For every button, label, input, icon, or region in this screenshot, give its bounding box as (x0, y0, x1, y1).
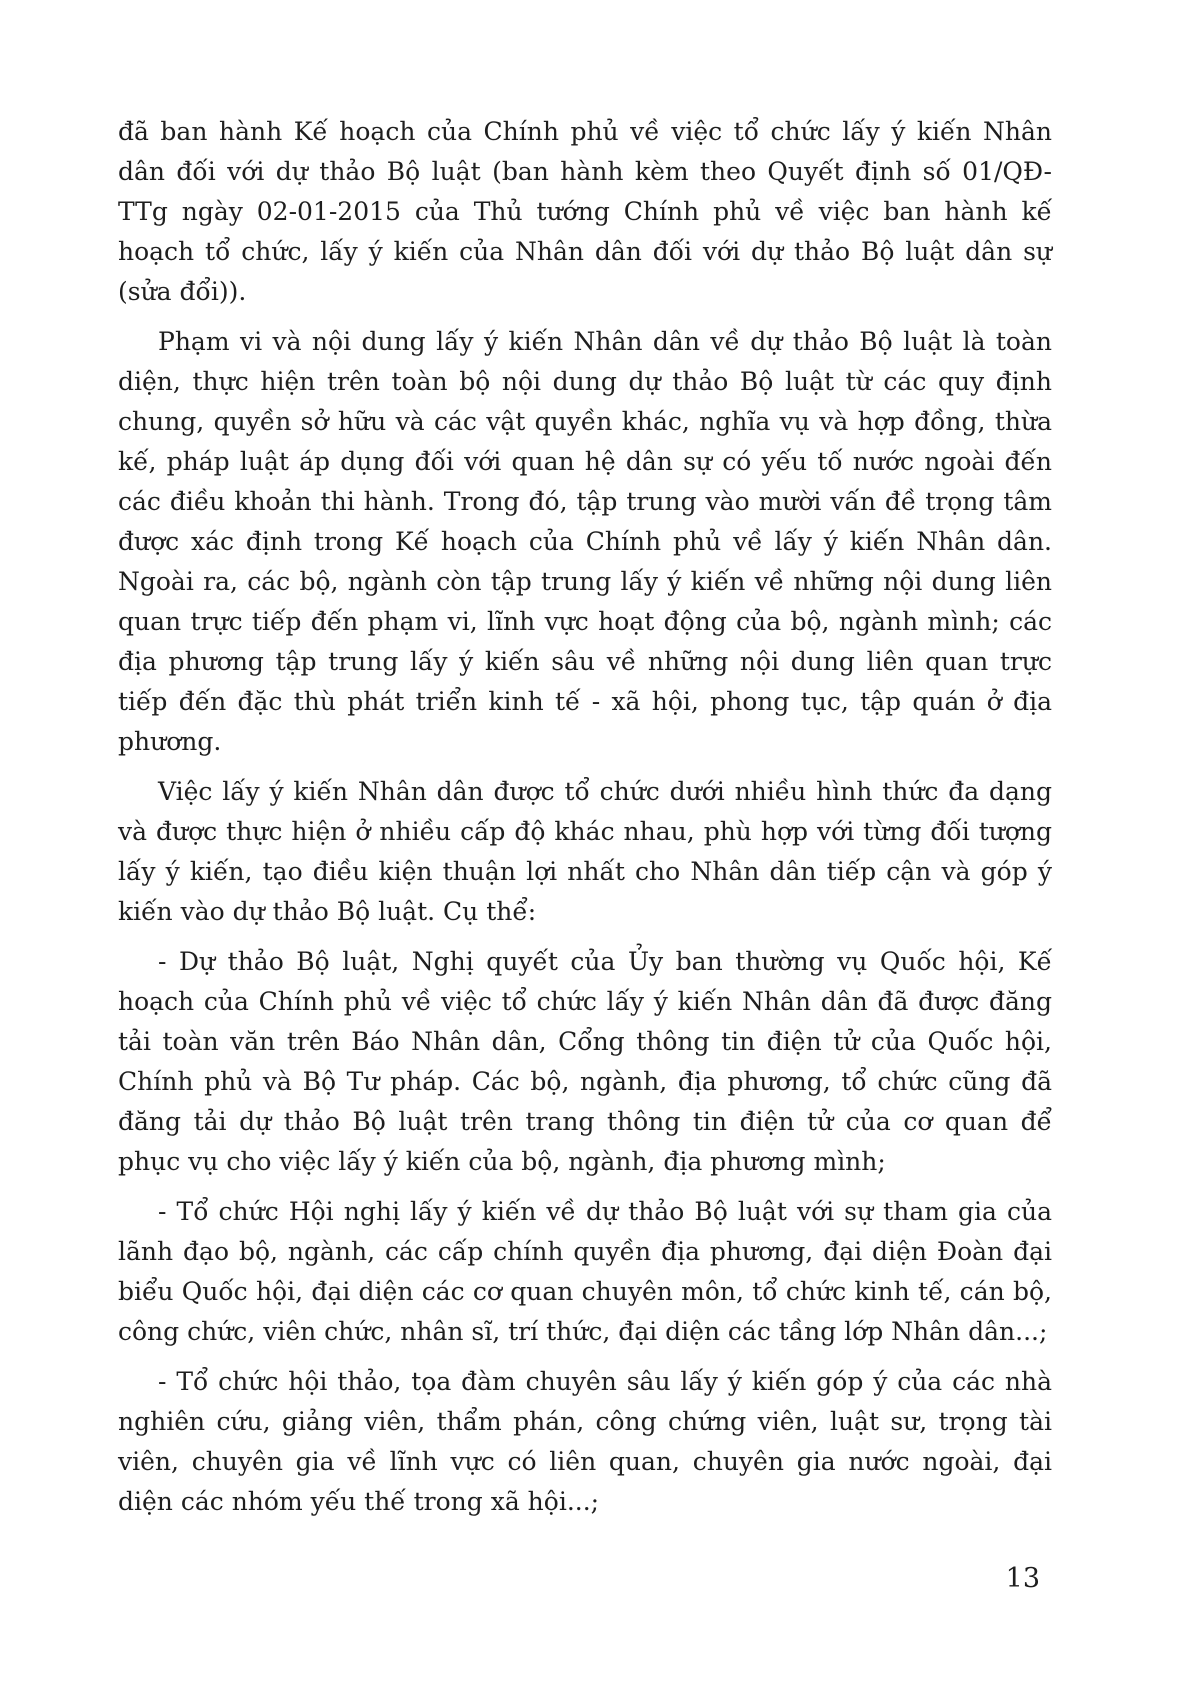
paragraph-5: - Tổ chức Hội nghị lấy ý kiến về dự thảo Bộ luật với sự tham gia của lãnh đạo bộ, ngành, các cấp chính quyền địa phương, đại diện Đoàn đại biểu Quốc hội, đại diện các cơ quan chuyên môn, tổ chức kinh tế, cán bộ, công chức, viên chức, nhân sĩ, trí thức, đại diện các tầng lớp Nhân dân...; (118, 1197, 1052, 1346)
paragraph-1: đã ban hành Kế hoạch của Chính phủ về việc tổ chức lấy ý kiến Nhân dân đối với dự thảo Bộ luật (ban hành kèm theo Quyết định số 01/QĐ-TTg ngày 02-01-2015 của Thủ tướng Chính phủ về việc ban hành kế hoạch tổ chức, lấy ý kiến của Nhân dân đối với dự thảo Bộ luật dân sự (sửa đổi)). (118, 117, 1052, 306)
document-body (118, 112, 1052, 1532)
page-number: 13 (1005, 1563, 1040, 1594)
paragraph-6: - Tổ chức hội thảo, tọa đàm chuyên sâu lấy ý kiến góp ý của các nhà nghiên cứu, giảng viên, thẩm phán, công chứng viên, luật sư, trọng tài viên, chuyên gia về lĩnh vực có liên quan, chuyên gia nước ngoài, đại diện các nhóm yếu thế trong xã hội...; (118, 1367, 1052, 1516)
paragraph-2: Phạm vi và nội dung lấy ý kiến Nhân dân về dự thảo Bộ luật là toàn diện, thực hiện trên toàn bộ nội dung dự thảo Bộ luật từ các quy định chung, quyền sở hữu và các vật quyền khác, nghĩa vụ và hợp đồng, thừa kế, pháp luật áp dụng đối với quan hệ dân sự có yếu tố nước ngoài đến các điều khoản thi hành. Trong đó, tập trung vào mười vấn đề trọng tâm được xác định trong Kế hoạch của Chính phủ về lấy ý kiến Nhân dân. Ngoài ra, các bộ, ngành còn tập trung lấy ý kiến về những nội dung liên quan trực tiếp đến phạm vi, lĩnh vực hoạt động của bộ, ngành mình; các địa phương tập trung lấy ý kiến sâu về những nội dung liên quan trực tiếp đến đặc thù phát triển kinh tế - xã hội, phong tục, tập quán ở địa phương. (118, 327, 1052, 756)
paragraph-4: - Dự thảo Bộ luật, Nghị quyết của Ủy ban thường vụ Quốc hội, Kế hoạch của Chính phủ về việc tổ chức lấy ý kiến Nhân dân đã được đăng tải toàn văn trên Báo Nhân dân, Cổng thông tin điện tử của Quốc hội, Chính phủ và Bộ Tư pháp. Các bộ, ngành, địa phương, tổ chức cũng đã đăng tải dự thảo Bộ luật trên trang thông tin điện tử của cơ quan để phục vụ cho việc lấy ý kiến của bộ, ngành, địa phương mình; (118, 947, 1052, 1176)
paragraph-3: Việc lấy ý kiến Nhân dân được tổ chức dưới nhiều hình thức đa dạng và được thực hiện ở nhiều cấp độ khác nhau, phù hợp với từng đối tượng lấy ý kiến, tạo điều kiện thuận lợi nhất cho Nhân dân tiếp cận và góp ý kiến vào dự thảo Bộ luật. Cụ thể: (118, 777, 1052, 926)
